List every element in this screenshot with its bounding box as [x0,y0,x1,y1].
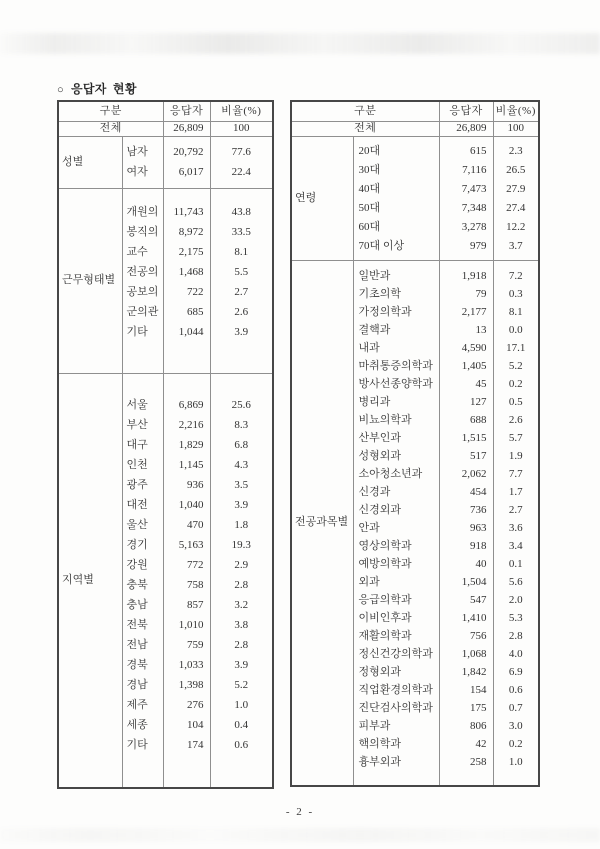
ratio-value: 0.2 [493,375,539,393]
ratio-value: 3.9 [210,322,273,342]
item-label: 성형외과 [353,447,439,465]
respondent-count: 4,590 [439,339,493,357]
ratio-value: 1.9 [493,447,539,465]
ratio-value: 12.2 [493,218,539,237]
respondent-count: 1,918 [439,267,493,285]
section-spacer-row [58,373,273,395]
item-label: 재활의학과 [353,627,439,645]
respondent-count: 7,116 [439,161,493,180]
item-label: 결핵과 [353,321,439,339]
ratio-value: 1.7 [493,483,539,501]
ratio-value: 3.0 [493,717,539,735]
ratio-value: 4.3 [210,455,273,475]
spacer-cell [439,260,493,267]
ratio-value: 25.6 [210,395,273,415]
section-spacer-row [58,188,273,202]
respondent-count: 6,869 [163,395,210,415]
respondent-count: 1,515 [439,429,493,447]
respondent-count: 45 [439,375,493,393]
total-row [58,121,273,136]
ratio-value: 3.5 [210,475,273,495]
item-label: 대전 [122,495,163,515]
respondent-count: 104 [163,715,210,735]
item-label: 경남 [122,675,163,695]
respondent-count: 175 [439,699,493,717]
spacer-cell [353,260,439,267]
item-label: 기초의학 [353,285,439,303]
item-label: 일반과 [353,267,439,285]
item-label: 경북 [122,655,163,675]
item-label: 예방의학과 [353,555,439,573]
respondent-count: 857 [163,595,210,615]
item-label: 서울 [122,395,163,415]
item-label: 광주 [122,475,163,495]
respondent-count: 42 [439,735,493,753]
ratio-value: 5.5 [210,262,273,282]
group-label: 지역별 [58,373,122,788]
item-label: 피부과 [353,717,439,735]
respondent-count: 685 [163,302,210,322]
table-section [58,373,273,788]
ratio-value: 3.7 [493,237,539,256]
respondent-count: 736 [439,501,493,519]
respondent-count: 1,398 [163,675,210,695]
respondent-count: 759 [163,635,210,655]
ratio-value: 3.9 [210,655,273,675]
item-label: 진단검사의학과 [353,699,439,717]
ratio-value: 8.1 [210,242,273,262]
ratio-value: 3.8 [210,615,273,635]
respondent-count: 1,010 [163,615,210,635]
item-label: 응급의학과 [353,591,439,609]
item-label: 인천 [122,455,163,475]
item-label: 흉부외과 [353,753,439,771]
respondents-table-right [290,100,540,787]
spacer-cell [210,755,273,788]
ratio-value: 2.8 [493,627,539,645]
col-header-category: 구분 [58,101,163,121]
respondent-count: 2,062 [439,465,493,483]
item-label: 핵의학과 [353,735,439,753]
spacer-cell [122,373,163,395]
respondent-count: 258 [439,753,493,771]
respondent-count: 772 [163,555,210,575]
page-title-text: 응답자 현황 [70,82,137,96]
total-respondent-count: 26,809 [163,121,210,136]
spacer-cell [122,755,163,788]
respondent-count: 79 [439,285,493,303]
item-label: 기타 [122,322,163,342]
respondent-count: 1,468 [163,262,210,282]
ratio-value: 2.6 [210,302,273,322]
respondent-count: 756 [439,627,493,645]
respondent-count: 174 [163,735,210,755]
ratio-value: 6.8 [210,435,273,455]
item-label: 강원 [122,555,163,575]
ratio-value: 22.4 [210,162,273,182]
scan-artifact-bottom [0,828,600,842]
respondent-count: 517 [439,447,493,465]
respondent-count: 1,033 [163,655,210,675]
ratio-value: 0.7 [493,699,539,717]
ratio-value: 5.2 [210,675,273,695]
respondent-count: 2,177 [439,303,493,321]
item-label: 울산 [122,515,163,535]
total-ratio-value: 100 [493,121,539,136]
group-label: 전공과목별 [291,260,353,786]
ratio-value: 19.3 [210,535,273,555]
respondent-count: 1,504 [439,573,493,591]
item-label: 제주 [122,695,163,715]
respondent-count: 918 [439,537,493,555]
spacer-cell [163,373,210,395]
item-label: 마취통증의학과 [353,357,439,375]
item-label: 여자 [122,162,163,182]
section-spacer-row [291,260,539,267]
item-label: 전북 [122,615,163,635]
ratio-value: 4.0 [493,645,539,663]
item-label: 충북 [122,575,163,595]
ratio-value: 1.8 [210,515,273,535]
item-label: 이비인후과 [353,609,439,627]
item-label: 40대 [353,180,439,199]
total-label: 전체 [291,121,439,136]
spacer-cell [493,771,539,786]
respondent-count: 1,068 [439,645,493,663]
respondent-count: 547 [439,591,493,609]
spacer-cell [122,188,163,202]
item-label: 안과 [353,519,439,537]
respondent-count: 758 [163,575,210,595]
ratio-value: 3.9 [210,495,273,515]
ratio-value: 0.5 [493,393,539,411]
respondent-count: 936 [163,475,210,495]
spacer-cell [210,188,273,202]
table-section [58,136,273,188]
item-label: 신경외과 [353,501,439,519]
item-label: 부산 [122,415,163,435]
respondent-count: 7,348 [439,199,493,218]
table-section [291,260,539,786]
item-label: 경기 [122,535,163,555]
item-label: 정신건강의학과 [353,645,439,663]
item-label: 30대 [353,161,439,180]
ratio-value: 5.6 [493,573,539,591]
item-label: 세종 [122,715,163,735]
item-label: 기타 [122,735,163,755]
item-label: 공보의 [122,282,163,302]
ratio-value: 2.7 [493,501,539,519]
ratio-value: 17.1 [493,339,539,357]
respondent-count: 8,972 [163,222,210,242]
respondent-count: 615 [439,142,493,161]
respondent-count: 722 [163,282,210,302]
respondent-count: 1,829 [163,435,210,455]
spacer-cell [163,342,210,373]
ratio-value: 0.0 [493,321,539,339]
ratio-value: 33.5 [210,222,273,242]
table-section [58,188,273,373]
header-row [58,101,273,121]
item-label: 군의관 [122,302,163,322]
ratio-value: 0.6 [210,735,273,755]
header-row [291,101,539,121]
scan-artifact-top [0,33,600,54]
ratio-value: 1.0 [210,695,273,715]
item-label: 소아청소년과 [353,465,439,483]
ratio-value: 7.2 [493,267,539,285]
respondent-count: 13 [439,321,493,339]
respondent-count: 40 [439,555,493,573]
ratio-value: 6.9 [493,663,539,681]
respondent-count: 6,017 [163,162,210,182]
ratio-value: 3.2 [210,595,273,615]
col-header-respondents: 응답자 [439,101,493,121]
ratio-value: 0.4 [210,715,273,735]
ratio-value: 5.2 [493,357,539,375]
respondent-count: 454 [439,483,493,501]
ratio-value: 0.1 [493,555,539,573]
respondent-count: 806 [439,717,493,735]
ratio-value: 2.6 [493,411,539,429]
respondent-count: 276 [163,695,210,715]
circle-bullet-icon: ○ [57,83,64,96]
item-label: 신경과 [353,483,439,501]
ratio-value: 26.5 [493,161,539,180]
respondent-count: 3,278 [439,218,493,237]
item-label: 외과 [353,573,439,591]
group-label: 성별 [58,136,122,188]
respondent-count: 1,405 [439,357,493,375]
respondent-count: 154 [439,681,493,699]
item-label: 20대 [353,142,439,161]
ratio-value: 0.2 [493,735,539,753]
table-section [291,136,539,260]
item-label: 70대 이상 [353,237,439,256]
group-label: 연령 [291,136,353,260]
respondent-count: 1,842 [439,663,493,681]
item-label: 교수 [122,242,163,262]
total-row [291,121,539,136]
ratio-value: 3.4 [493,537,539,555]
respondent-count: 1,145 [163,455,210,475]
spacer-cell [163,755,210,788]
col-header-ratio: 비율(%) [493,101,539,121]
ratio-value: 2.0 [493,591,539,609]
ratio-value: 2.8 [210,575,273,595]
item-label: 비뇨의학과 [353,411,439,429]
item-label: 전공의 [122,262,163,282]
item-label: 개원의 [122,202,163,222]
ratio-value: 3.6 [493,519,539,537]
respondent-count: 5,163 [163,535,210,555]
item-label: 남자 [122,142,163,162]
ratio-value: 0.3 [493,285,539,303]
respondent-count: 2,175 [163,242,210,262]
ratio-value: 0.6 [493,681,539,699]
ratio-value: 8.3 [210,415,273,435]
spacer-cell [210,342,273,373]
respondent-count: 979 [439,237,493,256]
ratio-value: 2.8 [210,635,273,655]
total-label: 전체 [58,121,163,136]
item-label: 정형외과 [353,663,439,681]
spacer-cell [493,260,539,267]
respondent-count: 470 [163,515,210,535]
item-label: 대구 [122,435,163,455]
ratio-value: 8.1 [493,303,539,321]
item-label: 영상의학과 [353,537,439,555]
ratio-value: 43.8 [210,202,273,222]
ratio-value: 1.0 [493,753,539,771]
respondent-count: 1,410 [439,609,493,627]
ratio-value: 77.6 [210,142,273,162]
item-label: 전남 [122,635,163,655]
respondent-count: 127 [439,393,493,411]
page-title [57,80,137,97]
respondent-count: 963 [439,519,493,537]
item-label: 충남 [122,595,163,615]
ratio-value: 2.9 [210,555,273,575]
item-label: 봉직의 [122,222,163,242]
respondent-count: 688 [439,411,493,429]
respondent-count: 11,743 [163,202,210,222]
respondents-table-left [57,100,274,789]
col-header-category: 구분 [291,101,439,121]
respondent-count: 1,040 [163,495,210,515]
item-label: 병리과 [353,393,439,411]
spacer-cell [439,771,493,786]
spacer-cell [210,373,273,395]
total-ratio-value: 100 [210,121,273,136]
ratio-value: 2.3 [493,142,539,161]
ratio-value: 5.7 [493,429,539,447]
ratio-value: 27.4 [493,199,539,218]
item-label: 산부인과 [353,429,439,447]
ratio-value: 7.7 [493,465,539,483]
col-header-respondents: 응답자 [163,101,210,121]
total-respondent-count: 26,809 [439,121,493,136]
item-label: 직업환경의학과 [353,681,439,699]
respondent-count: 20,792 [163,142,210,162]
respondent-count: 2,216 [163,415,210,435]
respondent-count: 1,044 [163,322,210,342]
respondent-count: 7,473 [439,180,493,199]
item-label: 가정의학과 [353,303,439,321]
ratio-value: 2.7 [210,282,273,302]
spacer-cell [163,188,210,202]
group-label: 근무형태별 [58,188,122,373]
item-label: 내과 [353,339,439,357]
spacer-cell [122,342,163,373]
page-number: - 2 - [285,806,315,818]
item-label: 방사선종양학과 [353,375,439,393]
ratio-value: 5.3 [493,609,539,627]
item-label: 60대 [353,218,439,237]
col-header-ratio: 비율(%) [210,101,273,121]
item-label: 50대 [353,199,439,218]
spacer-cell [353,771,439,786]
ratio-value: 27.9 [493,180,539,199]
